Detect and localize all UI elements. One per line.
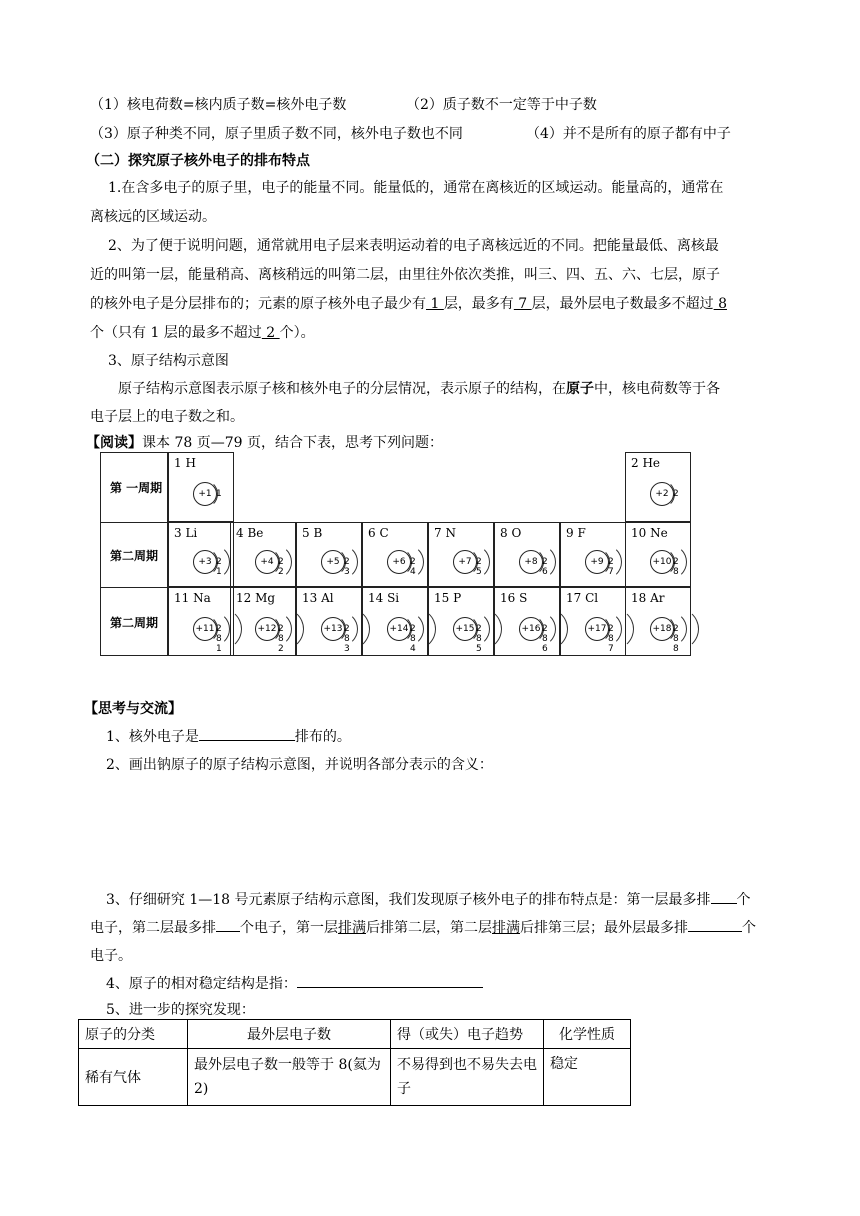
p2c-text: 的核外电子是分层排布的；元素的原子核外电子最少有 xyxy=(90,296,426,312)
element-label: 16 S xyxy=(500,591,528,605)
paragraph-2b: 近的叫第一层，能量稍高、离核稍远的叫第二层，由里往外依次类推，叫三、四、五、六、七层，原子 xyxy=(90,267,720,283)
element-label: 4 Be xyxy=(236,526,264,540)
electron-counts: 2 8 4 xyxy=(410,623,417,654)
paragraph-1b: 离核远的区域运动。 xyxy=(90,209,216,225)
element-cell xyxy=(168,452,234,522)
fact-3: （3）原子种类不同，原子里质子数不同，核外电子数也不同 xyxy=(90,126,463,142)
first-shell-max: 2 xyxy=(261,325,280,341)
q3b-underlined-1: 排满 xyxy=(338,920,366,936)
table-header: 得（或失）电子趋势 xyxy=(391,1020,544,1049)
min-shells-value: 1 xyxy=(426,296,444,312)
nucleus-icon: +9 xyxy=(585,550,609,574)
question-2: 2、画出钠原子的原子结构示意图，并说明各部分表示的含义： xyxy=(106,757,493,773)
table-header: 原子的分类 xyxy=(79,1020,188,1049)
electron-counts: 2 5 xyxy=(476,556,483,577)
nucleus-icon: +6 xyxy=(387,550,411,574)
element-label: 3 Li xyxy=(174,526,198,540)
element-label: 7 N xyxy=(434,526,456,540)
element-label: 9 F xyxy=(566,526,586,540)
element-label: 1 H xyxy=(174,456,196,470)
p3a-text: 原子结构示意图表示原子核和核外电子的分层情况，表示原子的结构，在 xyxy=(118,381,566,397)
q3a-text2: 个 xyxy=(736,892,751,908)
table-header: 化学性质 xyxy=(544,1020,631,1049)
nucleus-icon: +10 xyxy=(650,550,674,574)
electron-counts: 2 1 xyxy=(216,556,223,577)
q3-blank-1[interactable] xyxy=(711,889,737,904)
element-label: 2 He xyxy=(631,456,661,470)
element-cell xyxy=(494,522,560,587)
q3a-text: 3、仔细研究 1—18 号元素原子结构示意图，我们发现原子核外电子的排布特点是：第一层最多排 xyxy=(106,892,711,908)
think-title: 【思考与交流】 xyxy=(84,701,182,717)
period-label: 第二周期 xyxy=(110,615,159,630)
element-label: 18 Ar xyxy=(631,591,665,605)
nucleus-icon: +13 xyxy=(321,617,345,641)
fact-4: （4）并不是所有的原子都有中子 xyxy=(526,126,731,142)
nucleus-icon: +17 xyxy=(585,617,609,641)
fact-2: （2）质子数不一定等于中子数 xyxy=(406,97,597,113)
nucleus-icon: +18 xyxy=(650,617,674,641)
q3b-text5: 个 xyxy=(742,920,756,936)
element-cell xyxy=(168,587,234,656)
electron-counts: 2 8 5 xyxy=(476,623,483,654)
outer-max-value: 8 xyxy=(713,296,727,312)
q3-blank-2[interactable] xyxy=(216,917,240,932)
q3-blank-3[interactable] xyxy=(688,917,742,932)
element-label: 15 P xyxy=(434,591,462,605)
electron-counts: 2 8 3 xyxy=(344,623,351,654)
nucleus-icon: +16 xyxy=(519,617,543,641)
element-cell xyxy=(296,522,362,587)
paragraph-2c xyxy=(90,293,727,313)
element-cell xyxy=(625,522,691,587)
question-3a xyxy=(106,889,751,909)
element-label: 8 O xyxy=(500,526,522,540)
nucleus-icon: +4 xyxy=(255,550,279,574)
element-label: 6 C xyxy=(368,526,389,540)
p3a-bold: 原子 xyxy=(566,381,594,397)
element-cell xyxy=(296,587,362,656)
paragraph-2a: 2、为了便于说明问题，通常就用电子层来表明运动着的电子离核远近的不同。把能量最低、离核最 xyxy=(108,238,719,254)
p2d-text: 个（只有 1 层的最多不超过 xyxy=(90,325,262,341)
q1-text: 1、核外电子是 xyxy=(106,729,199,745)
question-4 xyxy=(106,973,483,993)
p2c-text2: 层，最多有 xyxy=(443,296,514,312)
period-divider xyxy=(100,587,168,588)
q3b-text4: 后排第三层；最外层最多排 xyxy=(520,920,688,936)
paragraph-3a xyxy=(118,378,720,398)
electron-counts: 2 8 7 xyxy=(608,623,615,654)
electron-counts: 2 4 xyxy=(410,556,417,577)
element-cell xyxy=(168,522,234,587)
electron-counts: 2 8 2 xyxy=(278,623,285,654)
nucleus-icon: +8 xyxy=(519,550,543,574)
q1-blank[interactable] xyxy=(199,726,295,741)
table-header: 最外层电子数 xyxy=(188,1020,391,1049)
nucleus-icon: +5 xyxy=(321,550,345,574)
classification-table xyxy=(78,1019,631,1106)
nucleus-icon: +12 xyxy=(255,617,279,641)
fact-1: （1）核电荷数=核内质子数=核外电子数 xyxy=(90,97,347,113)
q3b-underlined-2: 排满 xyxy=(492,920,520,936)
element-cell xyxy=(362,522,428,587)
element-label: 12 Mg xyxy=(236,591,276,605)
element-cell xyxy=(560,522,626,587)
electron-counts: 2 2 xyxy=(278,556,285,577)
question-3b xyxy=(90,917,756,937)
electron-counts: 2 8 1 xyxy=(216,623,223,654)
table-header-row xyxy=(79,1020,631,1049)
electron-shell-arc xyxy=(191,480,218,508)
max-shells-value: 7 xyxy=(513,296,532,312)
reading-tag: 【阅读】 xyxy=(86,435,142,451)
electron-counts: 2 3 xyxy=(344,556,351,577)
table-cell: 最外层电子数一般等于 8(氦为 2) xyxy=(188,1049,391,1106)
electron-counts: 2 6 xyxy=(542,556,549,577)
table-row xyxy=(79,1049,631,1106)
element-label: 13 Al xyxy=(302,591,334,605)
table-cell: 稀有气体 xyxy=(79,1049,188,1106)
element-cell xyxy=(230,522,296,587)
table-cell: 不易得到也不易失去电子 xyxy=(391,1049,544,1106)
reading-line xyxy=(86,432,443,452)
element-label: 14 Si xyxy=(368,591,400,605)
electron-shell-arc xyxy=(648,480,675,508)
electron-counts: 2 8 8 xyxy=(673,623,680,654)
element-cell xyxy=(362,587,428,656)
period-label: 第二周期 xyxy=(110,548,159,563)
q4-text: 4、原子的相对稳定结构是指： xyxy=(106,976,297,992)
paragraph-3b: 电子层上的电子数之和。 xyxy=(90,409,244,425)
element-cell xyxy=(494,587,560,656)
p3a-text2: 中，核电荷数等于各 xyxy=(594,381,720,397)
electron-counts: 2 7 xyxy=(608,556,615,577)
paragraph-2d xyxy=(90,322,315,342)
electron-counts: 2 8 6 xyxy=(542,623,549,654)
electron-counts: 1 xyxy=(216,489,223,499)
question-3c: 电子。 xyxy=(90,948,132,964)
element-cell xyxy=(625,452,691,522)
paragraph-1a: 1.在含多电子的原子里，电子的能量不同。能量低的，通常在离核近的区域运动。能量高的，通常在 xyxy=(108,180,724,196)
nucleus-icon: +7 xyxy=(453,550,477,574)
question-5: 5、进一步的探究发现： xyxy=(106,1002,255,1018)
nucleus-icon: +15 xyxy=(453,617,477,641)
element-label: 10 Ne xyxy=(631,526,668,540)
electron-counts: 2 8 xyxy=(673,556,680,577)
reading-text: 课本 78 页—79 页，结合下表，思考下列问题： xyxy=(142,435,443,451)
subsection-3-title: 3、原子结构示意图 xyxy=(108,353,229,369)
q3b-text3: 后排第二层，第二层 xyxy=(366,920,492,936)
table-cell: 稳定 xyxy=(544,1049,631,1106)
element-cell xyxy=(625,587,691,656)
period-label: 第 一周期 xyxy=(110,481,163,495)
nucleus-icon: +11 xyxy=(193,617,217,641)
nucleus-icon: +1 xyxy=(193,482,217,506)
nucleus-icon: +3 xyxy=(193,550,217,574)
element-cell xyxy=(230,587,296,656)
element-label: 11 Na xyxy=(174,591,211,605)
element-label: 5 B xyxy=(302,526,323,540)
element-cell xyxy=(560,587,626,656)
section-title: （二）探究原子核外电子的排布特点 xyxy=(86,153,310,169)
p2d-text2: 个）。 xyxy=(279,325,315,341)
element-cell xyxy=(428,587,494,656)
q1-text2: 排布的。 xyxy=(294,729,351,745)
element-cell xyxy=(428,522,494,587)
p2c-text3: 层，最外层电子数最多不超过 xyxy=(531,296,714,312)
q3b-text2: 个电子，第一层 xyxy=(240,920,338,936)
nucleus-icon: +2 xyxy=(650,482,674,506)
q3b-text1: 电子，第二层最多排 xyxy=(90,920,216,936)
question-1 xyxy=(106,726,351,746)
periodic-table-image xyxy=(100,452,692,656)
period-divider xyxy=(100,522,168,523)
q4-blank[interactable] xyxy=(297,973,483,988)
element-label: 17 Cl xyxy=(566,591,599,605)
electron-counts: 2 xyxy=(673,489,680,499)
nucleus-icon: +14 xyxy=(387,617,411,641)
